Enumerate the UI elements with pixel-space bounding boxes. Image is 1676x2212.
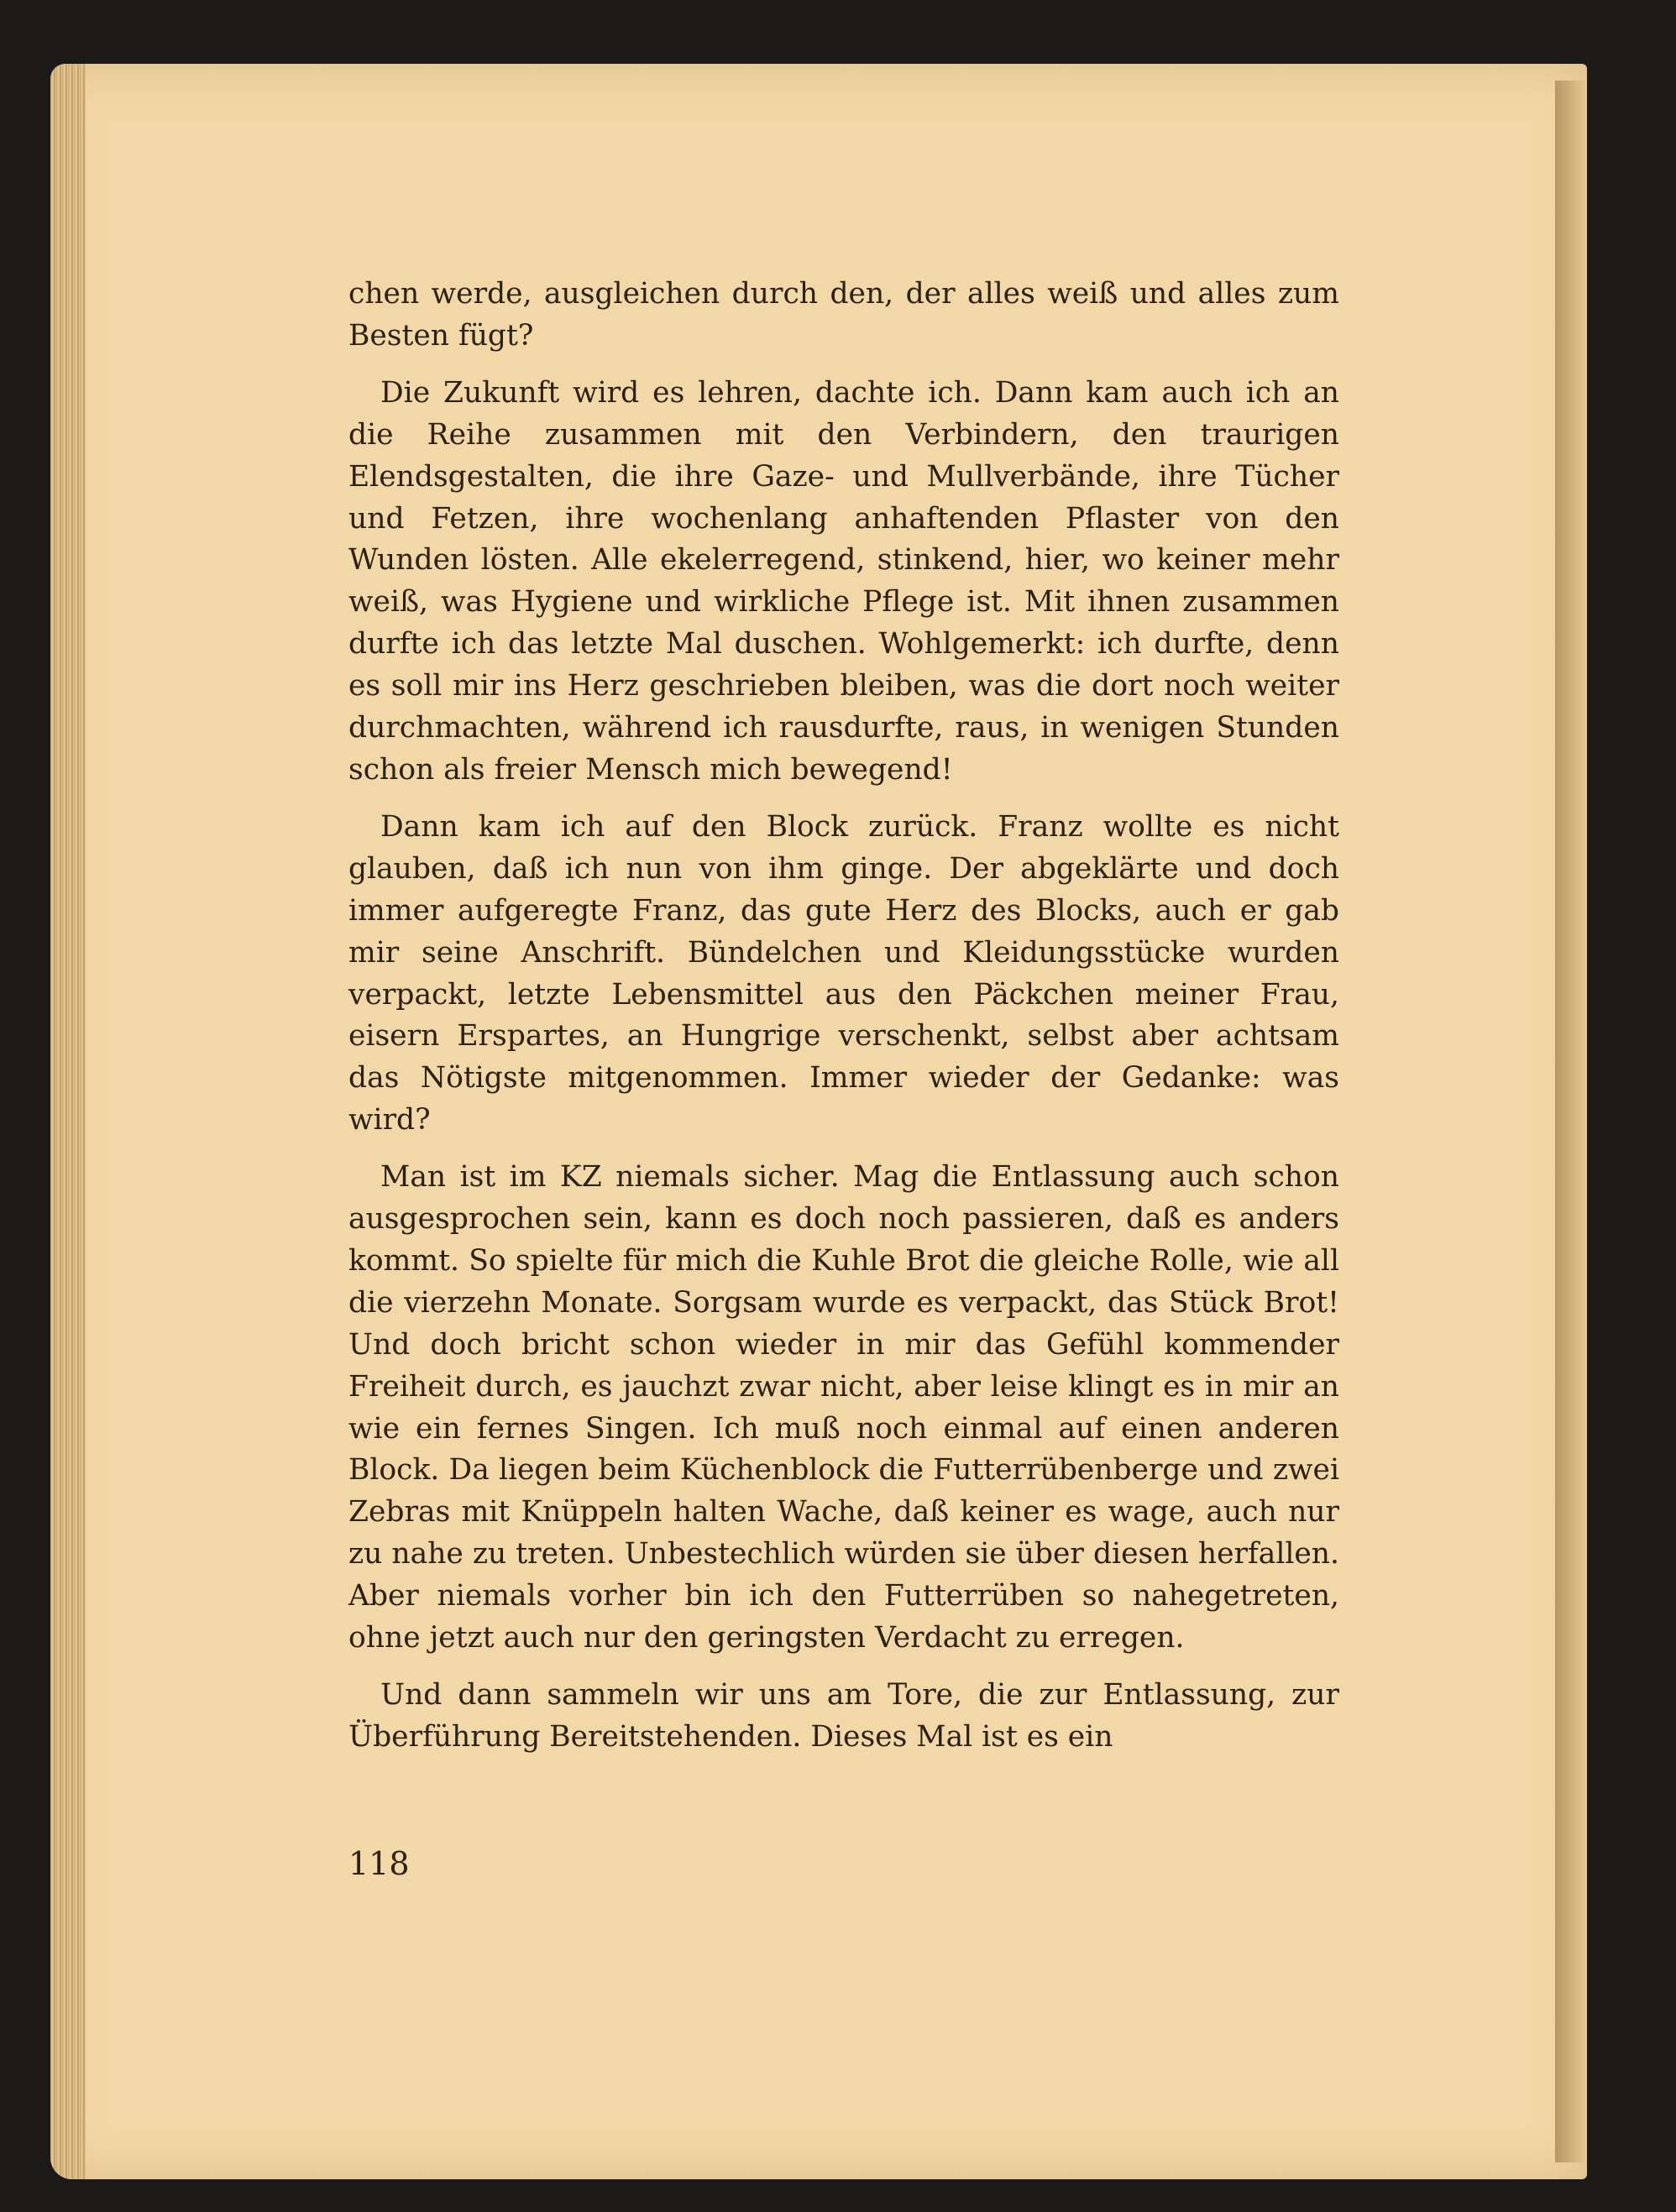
body-text <box>348 274 1339 1774</box>
paragraph: Die Zukunft wird es lehren, dachte ich. Dann kam auch ich an die Reihe zusammen mit den Verbindern, den traurigen Elendsgestalten, die ihre Gaze- und Mullverbände, ihre Tücher und Fetzen, ihre wochenlang anhaftenden Pflaster von den Wunden lösten. Alle ekelerregend, stinkend, hier, wo keiner mehr weiß, was Hygiene und wirkliche Pflege ist. Mit ihnen zusammen durfte ich das letzte Mal duschen. Wohlgemerkt: ich durfte, denn es soll mir ins Herz geschrieben bleiben, was die dort noch weiter durchmachten, während ich rausdurfte, raus, in wenigen Stunden schon als freier Mensch mich bewegend! <box>348 375 1339 787</box>
page-block-edge <box>50 64 86 2179</box>
page-number: 118 <box>348 1845 410 1882</box>
facing-page-edge <box>1555 81 1587 2162</box>
paragraph: Dann kam ich auf den Block zurück. Franz wollte es nicht glauben, daß ich nun von ihm ginge. Der abgeklärte und doch immer aufgeregte Franz, das gute Herz des Blocks, auch er gab mir seine Anschrift. Bündelchen und Kleidungsstücke wurden verpackt, letzte Lebensmittel aus den Päckchen meiner Frau, eisern Erspartes, an Hungrige verschenkt, selbst aber achtsam das Nötigste mitgenommen. Immer wieder der Gedanke: was wird? <box>348 809 1339 1137</box>
paragraph: chen werde, ausgleichen durch den, der alles weiß und alles zum Besten fügt? <box>348 277 1339 353</box>
paragraph: Man ist im KZ niemals sicher. Mag die Entlassung auch schon ausgesprochen sein, kann es doch noch passieren, daß es anders kommt. So spielte für mich die Kuhle Brot die gleiche Rolle, wie all die vierzehn Monate. Sorgsam wurde es verpackt, das Stück Brot! Und doch bricht schon wieder in mir das Gefühl kommender Freiheit durch, es jauchzt zwar nicht, aber leise klingt es in mir an wie ein fernes Singen. Ich muß noch einmal auf einen anderen Block. Da liegen beim Küchenblock die Futterrübenberge und zwei Zebras mit Knüppeln halten Wache, daß keiner es wage, auch nur zu nahe zu treten. Unbestechlich würden sie über diesen herfallen. Aber niemals vorher bin ich den Futterrüben so nahegetreten, ohne jetzt auch nur den geringsten Verdacht zu erregen. <box>348 1160 1339 1655</box>
paragraph: Und dann sammeln wir uns am Tore, die zur Entlassung, zur Überführung Bereitstehenden. Dieses Mal ist es ein <box>348 1678 1339 1754</box>
